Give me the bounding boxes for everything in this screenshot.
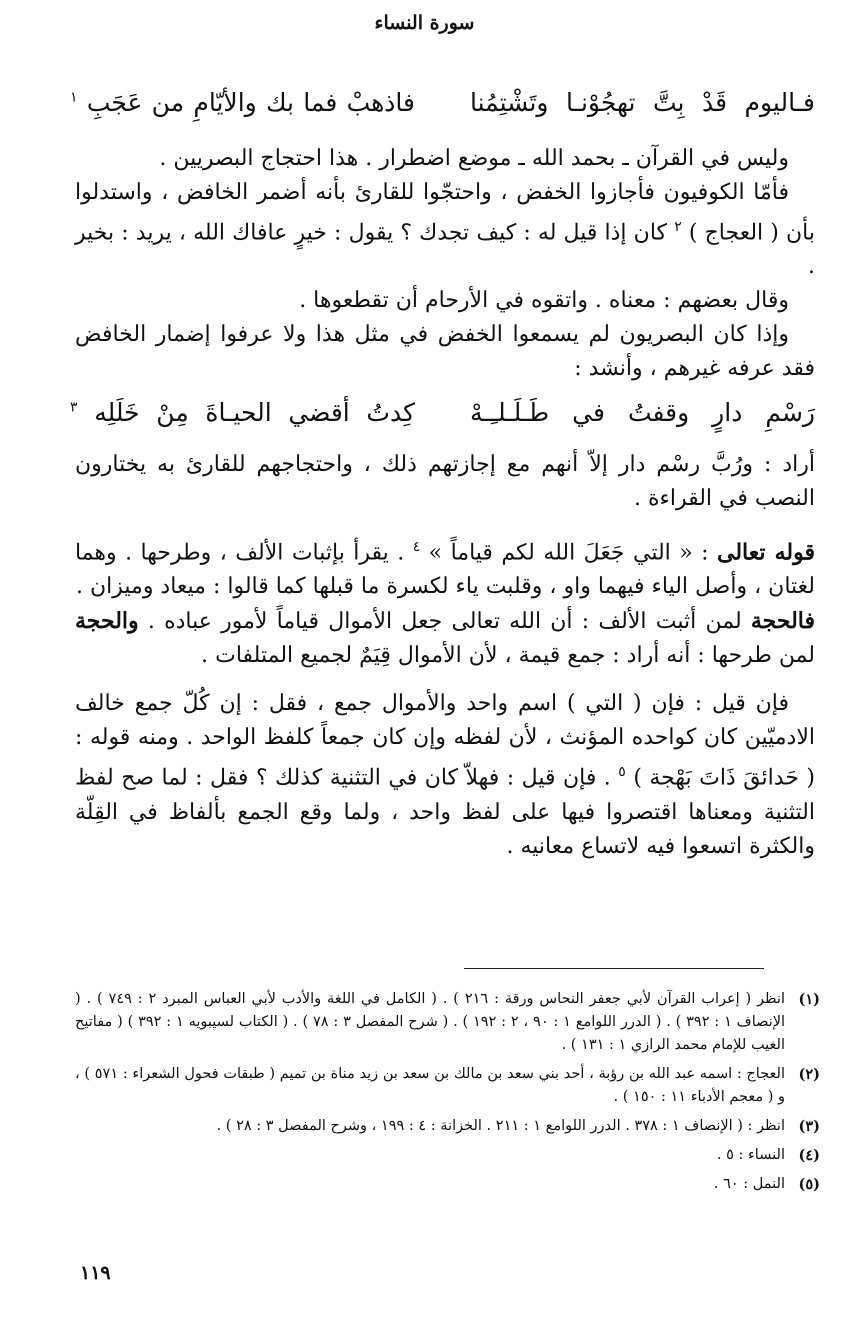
footnote-3: (٣) انظر : ( الإنصاف ١ : ٣٧٨ . الدرر اللوامع ١ : ٢١١ . الخزانة : ٤ : ١٩٩ ، وشرح المفصل ٣ : ٢٨ ) . <box>216 1118 820 1135</box>
paragraph-3: وقال بعضهم : معناه . واتقوه في الأرحام أن تقطعوها . <box>299 288 789 314</box>
hujja-label-1: فالحجة <box>750 608 816 635</box>
verse-1-second-hemistich: فاذهبْ فما بك والأيّامِ من عَجَبِ $^١$ <box>70 88 415 117</box>
footnote-ref-5: ٥ <box>618 764 626 781</box>
hujja-label-2: والحجة <box>75 608 139 635</box>
page-header-title: سورة النساء <box>374 12 475 34</box>
poetry-verse-1 <box>70 88 815 132</box>
paragraph-6: قوله تعالى : « التي جَعَلَ الله لكم قياماً » $^٤$ . يقرأ بإثبات الألف ، وطرحها . وهما لغتان ، وأصل الياء فيهما واو ، وقلبت ياء لكسرة ما قبلها كما قالوا : ميعاد وميزان . <box>75 539 815 600</box>
paragraph-5: أراد : ورُبَّ رسْم دار إلاّ أنهم مع إجازتهم ذلك ، واحتجاجهم للقارئ به يختارون النصب في القراءة . <box>75 452 815 511</box>
footnote-ref-4: ٤ <box>412 539 421 555</box>
poetry-verse-2 <box>70 398 815 442</box>
qawluhu-taala-label: قوله تعالى <box>717 539 815 566</box>
page-number: ١١٩ <box>80 1262 111 1284</box>
paragraph-8: فإن قيل : فإن ( التي ) اسم واحد والأموال جمع ، فقل : إن كُلّ جمع خالف الادميّين كان كواحده المؤنث ، لأن لفظه وإن كان جمعاً كلفظ الواحد . ومنه قوله : ( حَدائقَ ذَاتَ بَهْجة ) $^٥$ . فإن قيل : فهلاّ كان في التثنية كذلك ؟ فقل : لما صح لفظ التثنية ومعناها اقتصروا فيها على لفظ واحد ، ولما وقع الجمع بألفاظ في القِلّة والكثرة اتسعوا فيه لاتساع معانيه . <box>75 691 815 859</box>
paragraph-1: وليس في القرآن ـ بحمد الله ـ موضع اضطرار . هذا احتجاج البصريين . <box>159 146 789 171</box>
footnote-4: (٤) النساء : ٥ . <box>716 1147 820 1164</box>
verse-1-first-hemistich: فـاليوم قَدْ بِتَّ تهجُوْنـا وتَشْتِمُنا <box>470 88 815 117</box>
paragraph-7: فالحجة لمن أثبت الألف : أن الله تعالى جعل الأموال قياماً لأمور عباده . والحجة لمن طرحها : أنه أراد : جمع قيمة ، لأن الأموال قِيَمٌ لجميع المتلفات . <box>75 608 816 669</box>
verse-2-second-hemistich: كِدتُ أقضي الحيـاةَ مِنْ خَلَلِه $^٣$ <box>70 398 415 427</box>
footnote-ref-2: ٢ <box>674 219 682 235</box>
footnote-separator <box>464 968 764 969</box>
footnote-1: (١) انظر ( إعراب القرآن لأبي جعفر النحاس ورقة : ٢١٦ ) . ( الكامل في اللغة والأدب لأبي العباس المبرد ٢ : ٧٤٩ ) . ( الإنصاف ١ : ٣٩٢ ) . ( الدرر اللوامع ١ : ٩٠ ، ٢ : ١٩٢ ) . ( شرح المفصل ٣ : ٧٨ ) . ( الكتاب لسيبويه ١ : ٣٩٢ ) ( مفاتيح الغيب للإمام محمد الرازي ١ : ١٣١ ) . <box>75 991 820 1053</box>
footnote-5: (٥) النمل : ٦٠ . <box>713 1176 820 1193</box>
body-text-block-2 <box>75 448 815 864</box>
paragraph-4: وإذا كان البصريون لم يسمعوا الخفض في مثل هذا ولا عرفوا إضمار الخافض فقد عرفه غيرهم ، وأنشد : <box>75 322 815 382</box>
footnote-ref-3: ٣ <box>70 399 78 416</box>
footnote-2: (٢) العجاج : اسمه عبد الله بن رؤبة ، أحد بني سعد بن مالك بن سعد بن زيد مناة بن تميم ( طبقات فحول الشعراء : ٥٧١ ) ، و ( معجم الأدباء ١١ : ١٥٠ ) . <box>75 1066 820 1105</box>
footnote-ref-1: ١ <box>70 89 78 106</box>
footnotes <box>75 988 820 1202</box>
verse-2-first-hemistich: رَسْمِ دارٍ وقفتُ في طَـلَـلـِـهْ <box>470 398 815 427</box>
paragraph-2: فأمّا الكوفيون فأجازوا الخفض ، واحتجّوا للقارئ بأنه أضمر الخافض ، واستدلوا بأن ( العجاج ) $^٢$ كان إذا قيل له : كيف تجدك ؟ يقول : خيرٍ عافاك الله ، يريد : بخير . <box>75 180 815 280</box>
body-text-block-1 <box>75 142 815 386</box>
